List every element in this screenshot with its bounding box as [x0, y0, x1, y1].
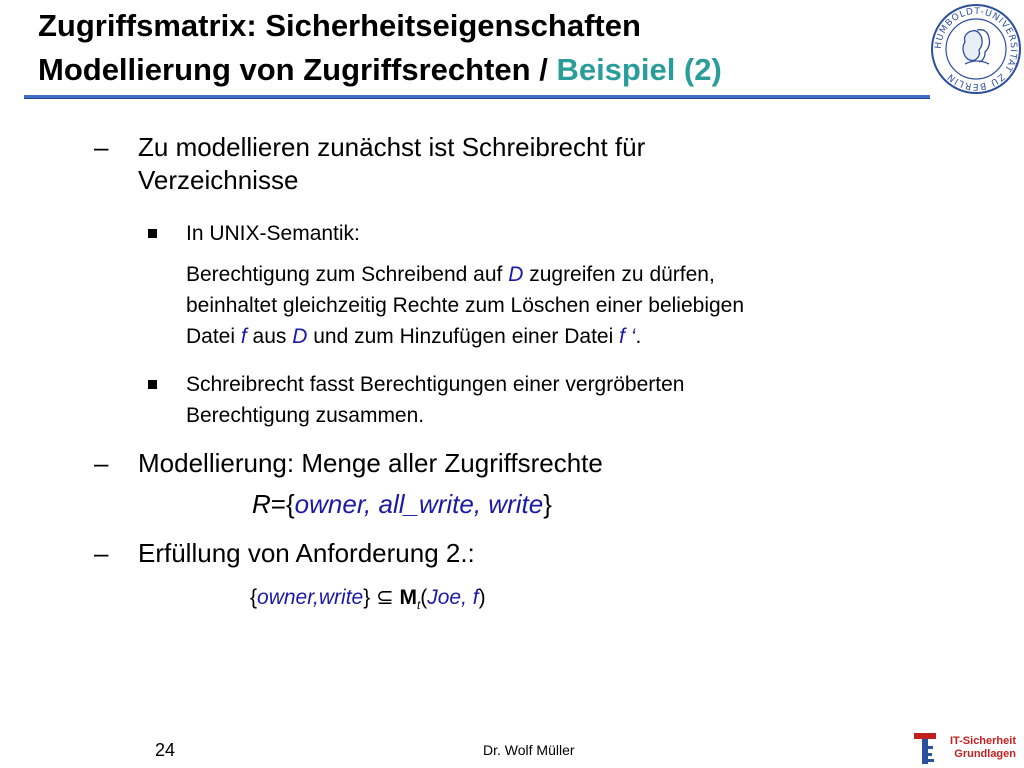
text-span: . [635, 325, 642, 348]
dash-marker: – [94, 448, 109, 478]
unix-explanation-line-3 [186, 321, 966, 352]
bullet-3 [94, 537, 898, 570]
var-f-prime: f ‘ [619, 325, 636, 348]
bullet-1-line-1: Zu modellieren zunächst ist Schreibrecht für [138, 132, 646, 162]
sub-bullet-schreibrecht [186, 369, 966, 431]
text-span: aus [246, 325, 293, 348]
subset-symbol: ⊆ [370, 586, 400, 609]
title-separator: / [530, 52, 557, 87]
course-logo-text [944, 735, 1016, 761]
var-f: f [240, 325, 247, 348]
author-name: Dr. Wolf Müller [483, 742, 575, 758]
logo-line-2: Grundlagen [954, 748, 1016, 760]
logo-line-1: IT-Sicherheit [949, 735, 1016, 747]
text-span: } [363, 586, 371, 609]
bullet-3-text: Erfüllung von Anforderung 2.: [138, 538, 475, 568]
rights-set: owner, all_write, write [294, 489, 544, 519]
text-span: Berechtigung zum Schreibend auf [186, 263, 509, 286]
text-span: ={ [270, 489, 295, 519]
bullet-2 [94, 447, 898, 480]
title-line-2-main: Modellierung von Zugriffsrechten [38, 52, 531, 87]
title-line-1: Zugriffsmatrix: Sicherheitseigenschaften [38, 8, 641, 43]
unix-explanation-line-2: beinhaltet gleichzeitig Rechte zum Löschen einer beliebigen [186, 294, 745, 317]
var-D: D [292, 325, 308, 348]
text-span: { [250, 586, 258, 609]
subscript-t: t [417, 600, 421, 613]
var-D: D [508, 263, 524, 286]
text-span: zugreifen zu dürfen, [523, 263, 715, 286]
text-span: und zum Hinzufügen einer Datei [307, 325, 620, 348]
bullet-2-text: Modellierung: Menge aller Zugriffsrechte [138, 448, 603, 478]
var-R: R [252, 489, 271, 519]
square-bullet-icon [148, 229, 157, 238]
required-rights: owner,write [257, 586, 364, 609]
dash-marker: – [94, 132, 109, 162]
key-logo-icon [912, 732, 938, 766]
rights-set-formula [252, 488, 552, 521]
title-accent: Beispiel (2) [556, 52, 722, 87]
bullet-1-line-2: Verzeichnisse [138, 165, 299, 195]
text-span: ( [420, 586, 428, 609]
matrix-M: M [399, 586, 418, 609]
unix-explanation-line-1 [186, 259, 966, 290]
sub-bullet-schreibrecht-line-2: Berechtigung zusammen. [186, 404, 425, 427]
unix-explanation [186, 259, 966, 352]
page-number: 24 [155, 740, 176, 760]
square-bullet-icon [148, 380, 157, 389]
sub-bullet-schreibrecht-line-1: Schreibrecht fasst Berechtigungen einer vergröberten [186, 373, 685, 396]
bullet-1 [94, 131, 898, 197]
matrix-args: Joe, f [427, 586, 479, 609]
sub-bullet-unix-text: In UNIX-Semantik: [186, 222, 360, 245]
text-span: ) [478, 586, 486, 609]
requirement-formula [250, 584, 486, 620]
text-span: } [543, 489, 552, 519]
dash-marker: – [94, 538, 109, 568]
text-span: Datei [186, 325, 241, 348]
sub-bullet-unix [186, 218, 966, 249]
seal-text: HUMBOLDT-UNIVERSITÄT ZU BERLIN [933, 6, 1019, 92]
